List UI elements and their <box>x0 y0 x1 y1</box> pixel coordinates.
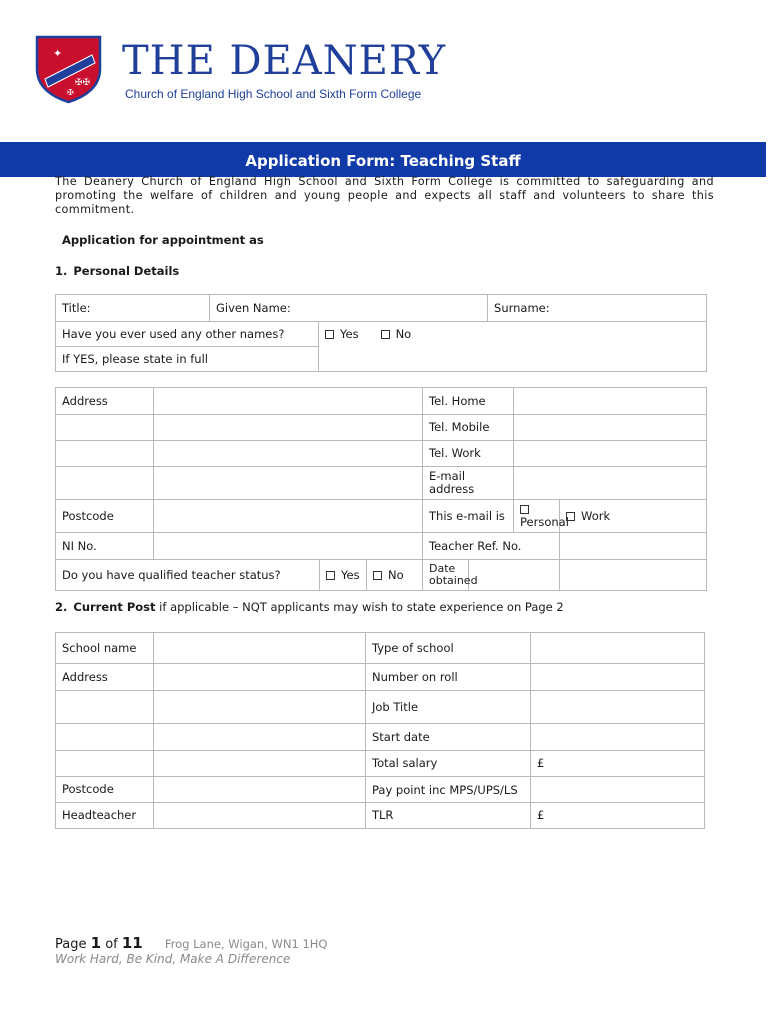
address-field-3[interactable] <box>154 441 423 467</box>
qts-no-option <box>367 560 423 591</box>
headteacher-label: Headteacher <box>56 803 154 829</box>
start-date-field[interactable] <box>531 724 705 751</box>
type-of-school-field[interactable] <box>531 633 705 664</box>
email-personal-checkbox[interactable] <box>520 505 529 514</box>
school-name-label: School name <box>56 633 154 664</box>
current-address-field-2[interactable] <box>154 691 366 724</box>
type-of-school-label: Type of school <box>366 633 531 664</box>
job-title-label: Job Title <box>366 691 531 724</box>
other-names-question: Have you ever used any other names? <box>56 322 319 347</box>
other-names-yes-label: Yes <box>340 326 359 341</box>
qts-no-checkbox[interactable] <box>373 571 382 580</box>
footer-address: Frog Lane, Wigan, WN1 1HQ <box>164 937 328 951</box>
given-name-label: Given Name: <box>216 300 291 315</box>
school-name-field[interactable] <box>154 633 366 664</box>
current-postcode-field[interactable] <box>154 777 366 803</box>
school-subtitle: Church of England High School and Sixth Form College <box>125 87 422 101</box>
tel-mobile-field[interactable] <box>514 415 707 441</box>
current-address-blank-1 <box>56 691 154 724</box>
email-personal-option <box>514 500 569 533</box>
ni-no-label: NI No. <box>56 533 154 560</box>
form-title: Application Form: Teaching Staff <box>0 142 766 177</box>
name-table <box>55 294 707 372</box>
date-obtained-field[interactable] <box>469 560 560 591</box>
total-salary-currency: £ <box>537 756 545 770</box>
teacher-ref-field[interactable] <box>560 533 707 560</box>
email-label: E-mail address <box>423 467 514 500</box>
total-salary-field[interactable] <box>531 751 705 777</box>
date-obtained-label: Date obtained <box>423 560 469 591</box>
school-crest-icon <box>35 35 102 103</box>
tel-mobile-label: Tel. Mobile <box>423 415 514 441</box>
email-personal-label: Personal <box>520 515 569 529</box>
start-date-label: Start date <box>366 724 531 751</box>
email-work-option <box>560 500 707 533</box>
email-work-label: Work <box>581 508 611 523</box>
tel-home-field[interactable] <box>514 388 707 415</box>
pay-point-label: Pay point inc MPS/UPS/LS <box>366 777 531 803</box>
other-names-yes-checkbox[interactable] <box>325 330 334 339</box>
pay-point-field[interactable] <box>531 777 705 803</box>
current-post-table <box>55 632 705 829</box>
other-names-no-label: No <box>395 326 412 341</box>
svg-text:✠: ✠ <box>67 88 74 97</box>
address-label: Address <box>56 388 154 415</box>
current-address-field-1[interactable] <box>154 664 366 691</box>
page-of: of <box>105 937 118 952</box>
number-on-roll-label: Number on roll <box>366 664 531 691</box>
postcode-label: Postcode <box>56 500 154 533</box>
tel-work-label: Tel. Work <box>423 441 514 467</box>
surname-field[interactable] <box>488 295 707 322</box>
tlr-currency: £ <box>537 808 545 822</box>
current-address-field-3[interactable] <box>154 724 366 751</box>
contact-table <box>55 387 707 591</box>
address-blank-3 <box>56 467 154 500</box>
address-field-2[interactable] <box>154 415 423 441</box>
title-field[interactable] <box>56 295 210 322</box>
date-obtained-blank <box>560 560 707 591</box>
current-postcode-label: Postcode <box>56 777 154 803</box>
number-on-roll-field[interactable] <box>531 664 705 691</box>
page-word: Page <box>55 937 87 952</box>
email-work-checkbox[interactable] <box>566 512 575 521</box>
intro-paragraph: The Deanery Church of England High School and Sixth Form College is committed to safeguarding and promoting the welfare of children and young people and expects all staff and volunteers to share this commitment. <box>55 175 714 216</box>
current-address-blank-2 <box>56 724 154 751</box>
current-address-label: Address <box>56 664 154 691</box>
page-total: 11 <box>121 934 143 952</box>
current-address-field-4[interactable] <box>154 751 366 777</box>
email-is-label: This e-mail is <box>423 500 514 533</box>
if-yes-label: If YES, please state in full <box>56 347 319 372</box>
qts-question: Do you have qualified teacher status? <box>56 560 320 591</box>
given-name-field[interactable] <box>210 295 488 322</box>
total-salary-label: Total salary <box>366 751 531 777</box>
section-2-title: Current Post <box>73 600 156 614</box>
section-2-note: if applicable – NQT applicants may wish to state experience on Page 2 <box>155 600 564 614</box>
title-label: Title: <box>62 300 91 315</box>
qts-yes-option <box>320 560 367 591</box>
qts-no-label: No <box>388 567 404 582</box>
svg-text:✠✠: ✠✠ <box>75 78 91 88</box>
address-field-4[interactable] <box>154 467 423 500</box>
footer-motto: Work Hard, Be Kind, Make A Difference <box>55 952 291 966</box>
address-blank-1 <box>56 415 154 441</box>
section-2-number: 2. <box>55 600 68 614</box>
section-2-heading <box>55 600 564 614</box>
teacher-ref-label: Teacher Ref. No. <box>423 533 560 560</box>
page-indicator <box>55 934 328 952</box>
tlr-field[interactable] <box>531 803 705 829</box>
tel-home-label: Tel. Home <box>423 388 514 415</box>
if-yes-field[interactable] <box>319 347 707 372</box>
address-blank-2 <box>56 441 154 467</box>
address-field-1[interactable] <box>154 388 423 415</box>
other-names-options <box>319 322 707 347</box>
email-field[interactable] <box>514 467 707 500</box>
svg-text:✦: ✦ <box>53 47 63 60</box>
current-address-blank-3 <box>56 751 154 777</box>
school-name: THE DEANERY <box>122 38 447 84</box>
other-names-no-checkbox[interactable] <box>381 330 390 339</box>
section-1-number: 1. <box>55 264 68 278</box>
headteacher-field[interactable] <box>154 803 366 829</box>
appointment-label: Application for appointment as <box>62 233 264 247</box>
tlr-label: TLR <box>366 803 531 829</box>
postcode-field[interactable] <box>154 500 423 533</box>
tel-work-field[interactable] <box>514 441 707 467</box>
qts-yes-label: Yes <box>341 567 360 582</box>
section-1-title: Personal Details <box>73 264 180 278</box>
page-current: 1 <box>90 934 102 952</box>
ni-no-field[interactable] <box>154 533 423 560</box>
surname-label: Surname: <box>494 300 550 315</box>
qts-yes-checkbox[interactable] <box>326 571 335 580</box>
job-title-field[interactable] <box>531 691 705 724</box>
section-1-heading <box>55 264 179 278</box>
